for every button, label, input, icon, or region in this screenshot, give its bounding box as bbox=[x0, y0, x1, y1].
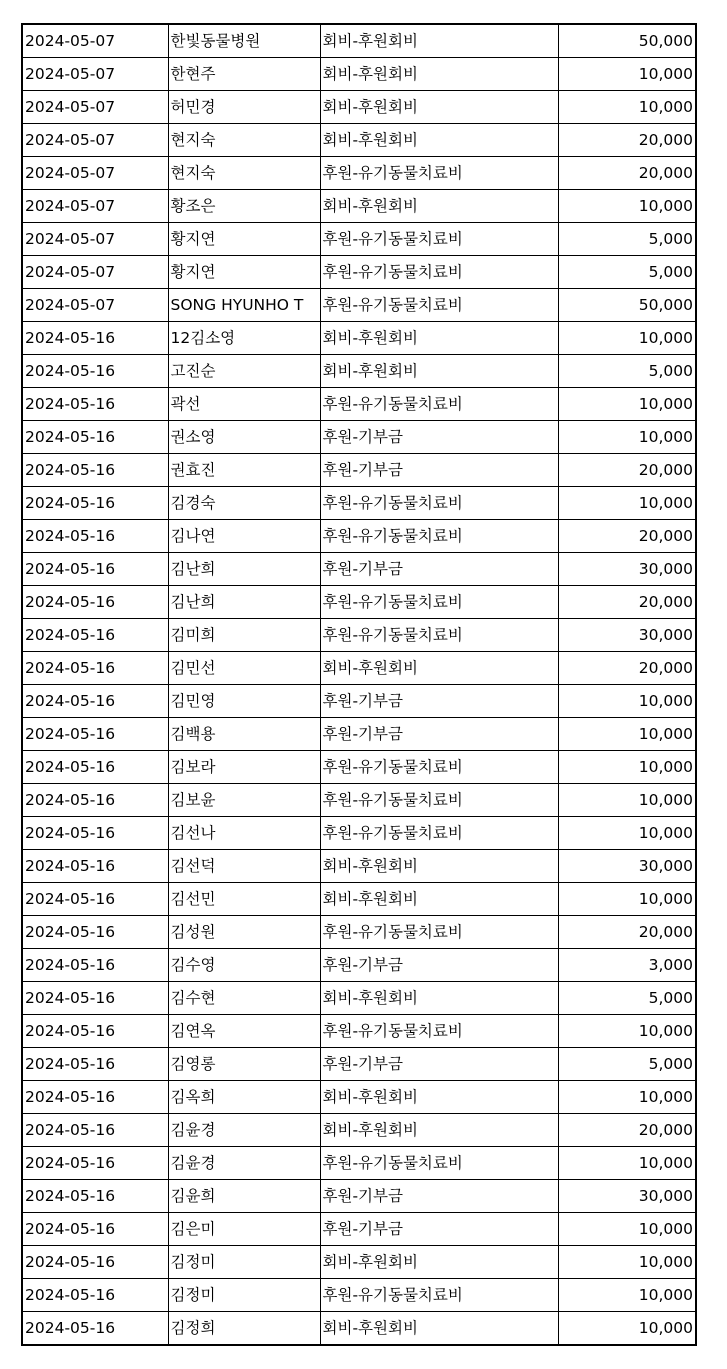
amount-cell: 10,000 bbox=[558, 322, 696, 355]
category-cell: 후원-기부금 bbox=[320, 685, 558, 718]
name-cell: 김옥희 bbox=[168, 1081, 320, 1114]
amount-cell: 10,000 bbox=[558, 1279, 696, 1312]
category-cell: 회비-후원회비 bbox=[320, 1114, 558, 1147]
name-cell: 김선나 bbox=[168, 817, 320, 850]
amount-cell: 10,000 bbox=[558, 817, 696, 850]
category-cell: 회비-후원회비 bbox=[320, 355, 558, 388]
name-cell: 김수영 bbox=[168, 949, 320, 982]
date-cell: 2024-05-07 bbox=[22, 256, 168, 289]
date-cell: 2024-05-16 bbox=[22, 652, 168, 685]
category-cell: 회비-후원회비 bbox=[320, 1246, 558, 1279]
amount-cell: 20,000 bbox=[558, 157, 696, 190]
category-cell: 후원-유기동물치료비 bbox=[320, 817, 558, 850]
category-cell: 회비-후원회비 bbox=[320, 1081, 558, 1114]
table-row bbox=[22, 1312, 696, 1346]
donation-ledger-table bbox=[21, 23, 697, 1346]
amount-cell: 5,000 bbox=[558, 982, 696, 1015]
date-cell: 2024-05-16 bbox=[22, 1312, 168, 1346]
table-row bbox=[22, 1048, 696, 1081]
date-cell: 2024-05-07 bbox=[22, 91, 168, 124]
date-cell: 2024-05-16 bbox=[22, 718, 168, 751]
name-cell: 김연옥 bbox=[168, 1015, 320, 1048]
table-row bbox=[22, 24, 696, 58]
table-row bbox=[22, 586, 696, 619]
category-cell: 후원-기부금 bbox=[320, 454, 558, 487]
table-row bbox=[22, 91, 696, 124]
table-row bbox=[22, 322, 696, 355]
amount-cell: 20,000 bbox=[558, 454, 696, 487]
name-cell: 김난희 bbox=[168, 553, 320, 586]
date-cell: 2024-05-07 bbox=[22, 289, 168, 322]
table-row bbox=[22, 1180, 696, 1213]
category-cell: 회비-후원회비 bbox=[320, 91, 558, 124]
date-cell: 2024-05-16 bbox=[22, 1147, 168, 1180]
table-row bbox=[22, 850, 696, 883]
amount-cell: 10,000 bbox=[558, 718, 696, 751]
category-cell: 후원-기부금 bbox=[320, 1180, 558, 1213]
name-cell: 김선덕 bbox=[168, 850, 320, 883]
amount-cell: 10,000 bbox=[558, 388, 696, 421]
amount-cell: 10,000 bbox=[558, 1246, 696, 1279]
ledger-body bbox=[22, 24, 696, 1345]
name-cell: 김윤희 bbox=[168, 1180, 320, 1213]
name-cell: 곽선 bbox=[168, 388, 320, 421]
date-cell: 2024-05-16 bbox=[22, 751, 168, 784]
amount-cell: 10,000 bbox=[558, 58, 696, 91]
table-row bbox=[22, 421, 696, 454]
name-cell: 허민경 bbox=[168, 91, 320, 124]
amount-cell: 5,000 bbox=[558, 355, 696, 388]
category-cell: 회비-후원회비 bbox=[320, 58, 558, 91]
date-cell: 2024-05-16 bbox=[22, 619, 168, 652]
amount-cell: 3,000 bbox=[558, 949, 696, 982]
amount-cell: 10,000 bbox=[558, 1081, 696, 1114]
name-cell: 김민선 bbox=[168, 652, 320, 685]
amount-cell: 20,000 bbox=[558, 652, 696, 685]
category-cell: 후원-기부금 bbox=[320, 1048, 558, 1081]
category-cell: 후원-기부금 bbox=[320, 949, 558, 982]
date-cell: 2024-05-16 bbox=[22, 1213, 168, 1246]
category-cell: 후원-유기동물치료비 bbox=[320, 1147, 558, 1180]
date-cell: 2024-05-16 bbox=[22, 586, 168, 619]
table-row bbox=[22, 487, 696, 520]
date-cell: 2024-05-16 bbox=[22, 388, 168, 421]
table-row bbox=[22, 454, 696, 487]
date-cell: 2024-05-16 bbox=[22, 1114, 168, 1147]
table-row bbox=[22, 949, 696, 982]
amount-cell: 30,000 bbox=[558, 619, 696, 652]
amount-cell: 20,000 bbox=[558, 520, 696, 553]
name-cell: 김난희 bbox=[168, 586, 320, 619]
table-row bbox=[22, 388, 696, 421]
ledger-sheet bbox=[21, 23, 697, 1346]
category-cell: 후원-유기동물치료비 bbox=[320, 289, 558, 322]
date-cell: 2024-05-16 bbox=[22, 322, 168, 355]
category-cell: 회비-후원회비 bbox=[320, 1312, 558, 1346]
table-row bbox=[22, 256, 696, 289]
table-row bbox=[22, 355, 696, 388]
name-cell: 황지연 bbox=[168, 256, 320, 289]
name-cell: 권소영 bbox=[168, 421, 320, 454]
category-cell: 후원-유기동물치료비 bbox=[320, 223, 558, 256]
category-cell: 후원-기부금 bbox=[320, 553, 558, 586]
name-cell: 고진순 bbox=[168, 355, 320, 388]
name-cell: 김정미 bbox=[168, 1279, 320, 1312]
date-cell: 2024-05-07 bbox=[22, 58, 168, 91]
name-cell: 권효진 bbox=[168, 454, 320, 487]
table-row bbox=[22, 718, 696, 751]
table-row bbox=[22, 58, 696, 91]
date-cell: 2024-05-16 bbox=[22, 1180, 168, 1213]
table-row bbox=[22, 1015, 696, 1048]
category-cell: 후원-유기동물치료비 bbox=[320, 388, 558, 421]
date-cell: 2024-05-16 bbox=[22, 784, 168, 817]
category-cell: 후원-유기동물치료비 bbox=[320, 487, 558, 520]
date-cell: 2024-05-16 bbox=[22, 1279, 168, 1312]
amount-cell: 10,000 bbox=[558, 1015, 696, 1048]
date-cell: 2024-05-16 bbox=[22, 982, 168, 1015]
date-cell: 2024-05-16 bbox=[22, 1081, 168, 1114]
table-row bbox=[22, 784, 696, 817]
date-cell: 2024-05-16 bbox=[22, 949, 168, 982]
category-cell: 후원-기부금 bbox=[320, 421, 558, 454]
table-row bbox=[22, 190, 696, 223]
table-row bbox=[22, 652, 696, 685]
category-cell: 회비-후원회비 bbox=[320, 982, 558, 1015]
amount-cell: 10,000 bbox=[558, 883, 696, 916]
category-cell: 후원-기부금 bbox=[320, 718, 558, 751]
amount-cell: 5,000 bbox=[558, 256, 696, 289]
category-cell: 회비-후원회비 bbox=[320, 190, 558, 223]
table-row bbox=[22, 553, 696, 586]
amount-cell: 20,000 bbox=[558, 1114, 696, 1147]
name-cell: 김정미 bbox=[168, 1246, 320, 1279]
name-cell: 김윤경 bbox=[168, 1114, 320, 1147]
name-cell: 김백용 bbox=[168, 718, 320, 751]
amount-cell: 10,000 bbox=[558, 421, 696, 454]
date-cell: 2024-05-16 bbox=[22, 883, 168, 916]
date-cell: 2024-05-16 bbox=[22, 553, 168, 586]
table-row bbox=[22, 124, 696, 157]
category-cell: 후원-유기동물치료비 bbox=[320, 157, 558, 190]
amount-cell: 10,000 bbox=[558, 1147, 696, 1180]
table-row bbox=[22, 916, 696, 949]
amount-cell: 10,000 bbox=[558, 784, 696, 817]
amount-cell: 5,000 bbox=[558, 1048, 696, 1081]
category-cell: 회비-후원회비 bbox=[320, 322, 558, 355]
name-cell: 한빛동물병원 bbox=[168, 24, 320, 58]
table-row bbox=[22, 685, 696, 718]
date-cell: 2024-05-16 bbox=[22, 850, 168, 883]
table-row bbox=[22, 751, 696, 784]
date-cell: 2024-05-16 bbox=[22, 1246, 168, 1279]
name-cell: 김영롱 bbox=[168, 1048, 320, 1081]
table-row bbox=[22, 1246, 696, 1279]
amount-cell: 30,000 bbox=[558, 850, 696, 883]
name-cell: 김보윤 bbox=[168, 784, 320, 817]
table-row bbox=[22, 157, 696, 190]
amount-cell: 30,000 bbox=[558, 553, 696, 586]
category-cell: 후원-유기동물치료비 bbox=[320, 256, 558, 289]
category-cell: 후원-유기동물치료비 bbox=[320, 520, 558, 553]
table-row bbox=[22, 223, 696, 256]
name-cell: 김성원 bbox=[168, 916, 320, 949]
table-row bbox=[22, 817, 696, 850]
category-cell: 후원-유기동물치료비 bbox=[320, 784, 558, 817]
name-cell: 김나연 bbox=[168, 520, 320, 553]
category-cell: 후원-유기동물치료비 bbox=[320, 1279, 558, 1312]
table-row bbox=[22, 1081, 696, 1114]
name-cell: 김윤경 bbox=[168, 1147, 320, 1180]
name-cell: 현지숙 bbox=[168, 157, 320, 190]
amount-cell: 20,000 bbox=[558, 916, 696, 949]
table-row bbox=[22, 1213, 696, 1246]
name-cell: 김경숙 bbox=[168, 487, 320, 520]
name-cell: 김선민 bbox=[168, 883, 320, 916]
date-cell: 2024-05-07 bbox=[22, 190, 168, 223]
name-cell: 김미희 bbox=[168, 619, 320, 652]
amount-cell: 10,000 bbox=[558, 190, 696, 223]
amount-cell: 50,000 bbox=[558, 289, 696, 322]
date-cell: 2024-05-16 bbox=[22, 520, 168, 553]
table-row bbox=[22, 1147, 696, 1180]
amount-cell: 50,000 bbox=[558, 24, 696, 58]
amount-cell: 20,000 bbox=[558, 124, 696, 157]
category-cell: 회비-후원회비 bbox=[320, 24, 558, 58]
category-cell: 회비-후원회비 bbox=[320, 124, 558, 157]
category-cell: 후원-유기동물치료비 bbox=[320, 751, 558, 784]
date-cell: 2024-05-16 bbox=[22, 454, 168, 487]
date-cell: 2024-05-16 bbox=[22, 685, 168, 718]
date-cell: 2024-05-16 bbox=[22, 916, 168, 949]
table-row bbox=[22, 982, 696, 1015]
table-row bbox=[22, 520, 696, 553]
amount-cell: 10,000 bbox=[558, 1213, 696, 1246]
name-cell: 김정희 bbox=[168, 1312, 320, 1346]
table-row bbox=[22, 289, 696, 322]
table-row bbox=[22, 1114, 696, 1147]
name-cell: 현지숙 bbox=[168, 124, 320, 157]
date-cell: 2024-05-16 bbox=[22, 1048, 168, 1081]
amount-cell: 10,000 bbox=[558, 1312, 696, 1346]
date-cell: 2024-05-07 bbox=[22, 157, 168, 190]
category-cell: 후원-유기동물치료비 bbox=[320, 1015, 558, 1048]
amount-cell: 30,000 bbox=[558, 1180, 696, 1213]
amount-cell: 5,000 bbox=[558, 223, 696, 256]
category-cell: 회비-후원회비 bbox=[320, 883, 558, 916]
name-cell: 김수현 bbox=[168, 982, 320, 1015]
name-cell: 김민영 bbox=[168, 685, 320, 718]
date-cell: 2024-05-16 bbox=[22, 817, 168, 850]
name-cell: 김은미 bbox=[168, 1213, 320, 1246]
amount-cell: 10,000 bbox=[558, 685, 696, 718]
amount-cell: 20,000 bbox=[558, 586, 696, 619]
name-cell: 한현주 bbox=[168, 58, 320, 91]
date-cell: 2024-05-07 bbox=[22, 24, 168, 58]
amount-cell: 10,000 bbox=[558, 91, 696, 124]
table-row bbox=[22, 1279, 696, 1312]
category-cell: 후원-기부금 bbox=[320, 1213, 558, 1246]
name-cell: 황조은 bbox=[168, 190, 320, 223]
category-cell: 회비-후원회비 bbox=[320, 652, 558, 685]
date-cell: 2024-05-16 bbox=[22, 355, 168, 388]
name-cell: 황지연 bbox=[168, 223, 320, 256]
date-cell: 2024-05-07 bbox=[22, 223, 168, 256]
name-cell: SONG HYUNHO T bbox=[168, 289, 320, 322]
category-cell: 후원-유기동물치료비 bbox=[320, 586, 558, 619]
amount-cell: 10,000 bbox=[558, 751, 696, 784]
amount-cell: 10,000 bbox=[558, 487, 696, 520]
category-cell: 후원-유기동물치료비 bbox=[320, 916, 558, 949]
name-cell: 김보라 bbox=[168, 751, 320, 784]
date-cell: 2024-05-07 bbox=[22, 124, 168, 157]
date-cell: 2024-05-16 bbox=[22, 421, 168, 454]
table-row bbox=[22, 619, 696, 652]
category-cell: 후원-유기동물치료비 bbox=[320, 619, 558, 652]
category-cell: 회비-후원회비 bbox=[320, 850, 558, 883]
name-cell: 12김소영 bbox=[168, 322, 320, 355]
table-row bbox=[22, 883, 696, 916]
date-cell: 2024-05-16 bbox=[22, 487, 168, 520]
date-cell: 2024-05-16 bbox=[22, 1015, 168, 1048]
